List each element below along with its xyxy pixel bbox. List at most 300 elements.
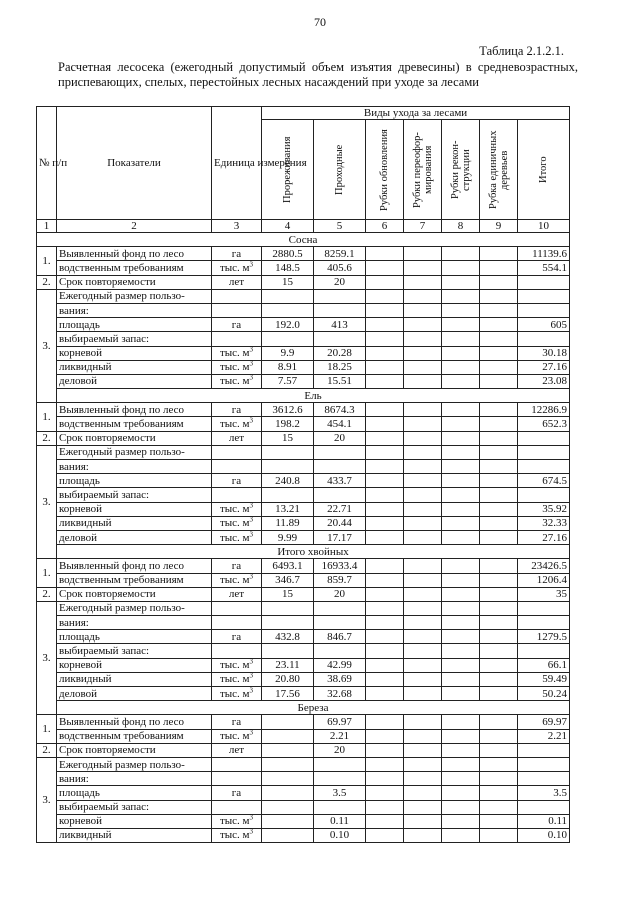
value-cell — [366, 261, 404, 275]
value-cell: 846.7 — [314, 630, 366, 644]
column-number: 5 — [314, 220, 366, 233]
value-cell: 605 — [518, 318, 570, 332]
empty-cell — [366, 303, 404, 317]
value-cell: 15 — [262, 587, 314, 601]
unit-cell — [212, 346, 262, 360]
row-label: водственным требованиям — [57, 261, 212, 275]
value-cell — [480, 502, 518, 516]
empty-cell — [366, 601, 404, 615]
unit-cell: лет — [212, 431, 262, 445]
column-number: 8 — [442, 220, 480, 233]
empty-cell — [404, 460, 442, 474]
value-cell — [404, 360, 442, 374]
unit-cell: га — [212, 318, 262, 332]
row-number: 3. — [37, 445, 57, 559]
value-cell — [404, 403, 442, 417]
unit-superscript: 3 — [249, 827, 254, 836]
value-cell: 3.5 — [314, 786, 366, 800]
value-cell: 15 — [262, 431, 314, 445]
empty-cell — [404, 616, 442, 630]
value-cell: 8.91 — [262, 360, 314, 374]
unit-text: тыс. м — [219, 347, 250, 360]
unit-cell: га — [212, 786, 262, 800]
row-label: ликвидный — [57, 516, 212, 530]
row-number: 1. — [37, 403, 57, 431]
value-cell — [366, 828, 404, 842]
value-cell: 32.33 — [518, 516, 570, 530]
value-cell — [480, 658, 518, 672]
empty-cell — [518, 644, 570, 658]
empty-cell — [212, 772, 262, 786]
column-number: 3 — [212, 220, 262, 233]
unit-cell — [212, 417, 262, 431]
value-cell — [480, 630, 518, 644]
value-cell — [442, 318, 480, 332]
value-cell — [366, 403, 404, 417]
row-label: Ежегодный размер пользо- — [57, 757, 212, 771]
row-number: 3. — [37, 289, 57, 403]
header-unit: Единица измерения — [212, 107, 262, 220]
empty-cell — [366, 460, 404, 474]
empty-cell — [212, 488, 262, 502]
value-cell — [404, 417, 442, 431]
empty-cell — [404, 757, 442, 771]
row-label: Ежегодный размер пользо- — [57, 289, 212, 303]
value-cell: 20 — [314, 431, 366, 445]
unit-superscript: 3 — [249, 572, 254, 581]
empty-cell — [262, 460, 314, 474]
empty-cell — [442, 757, 480, 771]
unit-cell — [212, 828, 262, 842]
row-label: деловой — [57, 374, 212, 388]
unit-text: тыс. м — [219, 659, 250, 672]
unit-superscript: 3 — [249, 501, 254, 510]
value-cell — [366, 715, 404, 729]
unit-cell — [212, 360, 262, 374]
value-cell — [442, 431, 480, 445]
empty-cell — [314, 445, 366, 459]
value-cell: 413 — [314, 318, 366, 332]
unit-text: тыс. м — [219, 361, 250, 374]
header-col10: Итого — [538, 156, 550, 183]
value-cell — [404, 715, 442, 729]
unit-text: тыс. м — [219, 673, 250, 686]
empty-cell — [442, 289, 480, 303]
unit-superscript: 3 — [249, 515, 254, 524]
header-col4: Прореживания — [282, 136, 293, 203]
row-label: выбираемый запас: — [57, 644, 212, 658]
value-cell: 240.8 — [262, 474, 314, 488]
value-cell: 6493.1 — [262, 559, 314, 573]
value-cell — [366, 275, 404, 289]
value-cell: 0.11 — [314, 814, 366, 828]
value-cell: 12286.9 — [518, 403, 570, 417]
value-cell — [404, 630, 442, 644]
unit-cell: га — [212, 403, 262, 417]
empty-cell — [518, 601, 570, 615]
empty-cell — [314, 303, 366, 317]
row-label: корневой — [57, 502, 212, 516]
value-cell — [442, 587, 480, 601]
value-cell: 433.7 — [314, 474, 366, 488]
value-cell — [366, 247, 404, 261]
value-cell — [442, 672, 480, 686]
value-cell — [480, 828, 518, 842]
value-cell — [366, 729, 404, 743]
unit-cell: га — [212, 559, 262, 573]
value-cell — [404, 587, 442, 601]
value-cell — [442, 403, 480, 417]
table-caption: Таблица 2.1.2.1. — [479, 44, 564, 58]
value-cell — [480, 360, 518, 374]
row-label: площадь — [57, 786, 212, 800]
value-cell: 8259.1 — [314, 247, 366, 261]
empty-cell — [442, 488, 480, 502]
value-cell — [404, 786, 442, 800]
value-cell — [404, 502, 442, 516]
value-cell: 18.25 — [314, 360, 366, 374]
value-cell — [262, 814, 314, 828]
value-cell: 15.51 — [314, 374, 366, 388]
value-cell — [262, 828, 314, 842]
value-cell: 432.8 — [262, 630, 314, 644]
value-cell: 23.08 — [518, 374, 570, 388]
empty-cell — [480, 772, 518, 786]
value-cell — [480, 786, 518, 800]
empty-cell — [262, 332, 314, 346]
value-cell — [366, 318, 404, 332]
value-cell — [366, 743, 404, 757]
value-cell — [366, 474, 404, 488]
row-label: водственным требованиям — [57, 573, 212, 587]
value-cell — [442, 715, 480, 729]
header-col9: Рубка единичных деревьев — [487, 130, 510, 209]
header-indicators: Показатели — [57, 107, 212, 220]
value-cell — [442, 814, 480, 828]
empty-cell — [262, 800, 314, 814]
empty-cell — [480, 488, 518, 502]
value-cell: 859.7 — [314, 573, 366, 587]
empty-cell — [480, 445, 518, 459]
row-label: выбираемый запас: — [57, 800, 212, 814]
value-cell: 674.5 — [518, 474, 570, 488]
empty-cell — [366, 616, 404, 630]
empty-cell — [404, 488, 442, 502]
unit-cell — [212, 374, 262, 388]
value-cell: 0.10 — [518, 828, 570, 842]
empty-cell — [314, 289, 366, 303]
value-cell: 38.69 — [314, 672, 366, 686]
row-label: ликвидный — [57, 360, 212, 374]
empty-cell — [314, 772, 366, 786]
unit-superscript: 3 — [249, 685, 254, 694]
value-cell: 32.68 — [314, 687, 366, 701]
empty-cell — [480, 460, 518, 474]
value-cell — [480, 261, 518, 275]
value-cell: 0.10 — [314, 828, 366, 842]
value-cell — [518, 275, 570, 289]
empty-cell — [518, 488, 570, 502]
empty-cell — [442, 601, 480, 615]
empty-cell — [212, 616, 262, 630]
header-group: Виды ухода за лесами — [262, 107, 570, 120]
value-cell — [480, 687, 518, 701]
value-cell — [480, 516, 518, 530]
value-cell: 9.9 — [262, 346, 314, 360]
value-cell — [404, 474, 442, 488]
row-label: водственным требованиям — [57, 417, 212, 431]
value-cell — [366, 672, 404, 686]
value-cell — [366, 530, 404, 544]
value-cell: 20.44 — [314, 516, 366, 530]
row-label: Срок повторяемости — [57, 587, 212, 601]
empty-cell — [212, 800, 262, 814]
row-label: водственным требованиям — [57, 729, 212, 743]
empty-cell — [262, 757, 314, 771]
value-cell — [404, 261, 442, 275]
empty-cell — [442, 644, 480, 658]
row-label: Срок повторяемости — [57, 743, 212, 757]
value-cell — [366, 630, 404, 644]
unit-cell: га — [212, 715, 262, 729]
value-cell — [366, 658, 404, 672]
empty-cell — [212, 303, 262, 317]
value-cell — [442, 729, 480, 743]
empty-cell — [212, 445, 262, 459]
unit-cell — [212, 516, 262, 530]
value-cell — [404, 530, 442, 544]
row-number: 1. — [37, 559, 57, 587]
value-cell — [480, 729, 518, 743]
value-cell — [404, 573, 442, 587]
value-cell — [442, 687, 480, 701]
row-number: 2. — [37, 275, 57, 289]
value-cell — [480, 275, 518, 289]
row-label: площадь — [57, 630, 212, 644]
header-no: № п/п — [37, 107, 57, 220]
empty-cell — [262, 616, 314, 630]
empty-cell — [262, 601, 314, 615]
empty-cell — [442, 772, 480, 786]
unit-cell — [212, 687, 262, 701]
row-number: 1. — [37, 715, 57, 743]
value-cell — [262, 729, 314, 743]
value-cell — [366, 814, 404, 828]
value-cell — [442, 247, 480, 261]
column-number: 9 — [480, 220, 518, 233]
row-label: корневой — [57, 814, 212, 828]
value-cell — [404, 318, 442, 332]
row-label: Ежегодный размер пользо- — [57, 445, 212, 459]
row-label: Выявленный фонд по лесо — [57, 247, 212, 261]
page-number: 70 — [314, 15, 326, 29]
value-cell — [480, 346, 518, 360]
value-cell: 20 — [314, 275, 366, 289]
value-cell — [442, 417, 480, 431]
unit-superscript: 3 — [249, 529, 254, 538]
value-cell — [366, 360, 404, 374]
value-cell — [442, 786, 480, 800]
value-cell: 8674.3 — [314, 403, 366, 417]
value-cell — [480, 318, 518, 332]
empty-cell — [518, 772, 570, 786]
empty-cell — [262, 303, 314, 317]
unit-text: тыс. м — [219, 730, 250, 743]
value-cell — [442, 743, 480, 757]
unit-cell: лет — [212, 587, 262, 601]
column-number: 2 — [57, 220, 212, 233]
row-label: корневой — [57, 346, 212, 360]
unit-cell — [212, 672, 262, 686]
empty-cell — [404, 332, 442, 346]
section-title: Ель — [57, 389, 570, 403]
empty-cell — [518, 800, 570, 814]
empty-cell — [212, 332, 262, 346]
value-cell — [404, 814, 442, 828]
value-cell — [404, 247, 442, 261]
row-label: вания: — [57, 616, 212, 630]
empty-cell — [314, 616, 366, 630]
row-label: Срок повторяемости — [57, 431, 212, 445]
empty-cell — [314, 644, 366, 658]
empty-cell — [366, 332, 404, 346]
value-cell — [480, 530, 518, 544]
unit-superscript: 3 — [249, 416, 254, 425]
unit-superscript: 3 — [249, 359, 254, 368]
row-label: выбираемый запас: — [57, 488, 212, 502]
value-cell — [442, 573, 480, 587]
empty-cell — [404, 303, 442, 317]
value-cell: 59.49 — [518, 672, 570, 686]
unit-cell — [212, 502, 262, 516]
value-cell: 2.21 — [314, 729, 366, 743]
value-cell — [480, 431, 518, 445]
value-cell: 27.16 — [518, 530, 570, 544]
unit-superscript: 3 — [249, 813, 254, 822]
value-cell — [518, 743, 570, 757]
value-cell: 13.21 — [262, 502, 314, 516]
empty-cell — [518, 616, 570, 630]
value-cell: 198.2 — [262, 417, 314, 431]
row-number: 1. — [37, 247, 57, 275]
row-label: ликвидный — [57, 828, 212, 842]
empty-cell — [366, 445, 404, 459]
value-cell: 11139.6 — [518, 247, 570, 261]
empty-cell — [314, 488, 366, 502]
value-cell: 23426.5 — [518, 559, 570, 573]
value-cell — [366, 573, 404, 587]
unit-text: тыс. м — [219, 815, 250, 828]
header-col6: Рубки обновления — [379, 128, 390, 211]
value-cell: 7.57 — [262, 374, 314, 388]
unit-cell: га — [212, 630, 262, 644]
row-label: вания: — [57, 772, 212, 786]
row-label: площадь — [57, 318, 212, 332]
value-cell — [366, 687, 404, 701]
value-cell: 16933.4 — [314, 559, 366, 573]
row-label: выбираемый запас: — [57, 332, 212, 346]
value-cell — [442, 530, 480, 544]
value-cell — [442, 559, 480, 573]
empty-cell — [262, 289, 314, 303]
empty-cell — [480, 601, 518, 615]
value-cell — [366, 786, 404, 800]
value-cell — [480, 474, 518, 488]
row-label: деловой — [57, 687, 212, 701]
value-cell: 3.5 — [518, 786, 570, 800]
value-cell — [442, 516, 480, 530]
value-cell — [404, 658, 442, 672]
empty-cell — [212, 289, 262, 303]
section-title: Сосна — [37, 233, 570, 247]
value-cell — [480, 814, 518, 828]
value-cell: 0.11 — [518, 814, 570, 828]
value-cell: 66.1 — [518, 658, 570, 672]
empty-cell — [442, 332, 480, 346]
value-cell: 2880.5 — [262, 247, 314, 261]
value-cell — [366, 346, 404, 360]
unit-cell: лет — [212, 743, 262, 757]
empty-cell — [366, 800, 404, 814]
value-cell — [404, 828, 442, 842]
row-label: Ежегодный размер пользо- — [57, 601, 212, 615]
unit-text: тыс. м — [219, 531, 250, 544]
unit-text: тыс. м — [219, 517, 250, 530]
row-label: Выявленный фонд по лесо — [57, 403, 212, 417]
value-cell — [366, 587, 404, 601]
empty-cell — [404, 644, 442, 658]
empty-cell — [366, 289, 404, 303]
value-cell — [480, 743, 518, 757]
unit-cell — [212, 530, 262, 544]
value-cell — [366, 516, 404, 530]
unit-text: тыс. м — [219, 375, 250, 388]
empty-cell — [480, 289, 518, 303]
value-cell — [442, 261, 480, 275]
empty-cell — [404, 289, 442, 303]
value-cell: 35.92 — [518, 502, 570, 516]
table-title: Расчетная лесосека (ежегодный допустимый объем изъятия древесины) в средневозрастных, приспевающих, спелых, перестойных лесных насаждений при уходе за лесами — [58, 60, 578, 89]
unit-cell — [212, 729, 262, 743]
value-cell: 405.6 — [314, 261, 366, 275]
value-cell — [480, 417, 518, 431]
value-cell — [404, 687, 442, 701]
empty-cell — [212, 757, 262, 771]
value-cell — [404, 374, 442, 388]
value-cell — [366, 502, 404, 516]
value-cell: 42.99 — [314, 658, 366, 672]
value-cell: 2.21 — [518, 729, 570, 743]
empty-cell — [442, 460, 480, 474]
header-col5: Проходные — [334, 144, 345, 195]
empty-cell — [212, 644, 262, 658]
value-cell: 148.5 — [262, 261, 314, 275]
header-col8: Рубки реконструкции — [449, 140, 472, 199]
value-cell: 11.89 — [262, 516, 314, 530]
empty-cell — [366, 757, 404, 771]
forest-cutting-table — [36, 106, 570, 843]
empty-cell — [518, 332, 570, 346]
value-cell — [480, 403, 518, 417]
value-cell — [404, 516, 442, 530]
value-cell — [442, 275, 480, 289]
value-cell: 454.1 — [314, 417, 366, 431]
value-cell: 20 — [314, 743, 366, 757]
value-cell — [262, 715, 314, 729]
empty-cell — [314, 460, 366, 474]
value-cell — [404, 346, 442, 360]
value-cell — [480, 573, 518, 587]
